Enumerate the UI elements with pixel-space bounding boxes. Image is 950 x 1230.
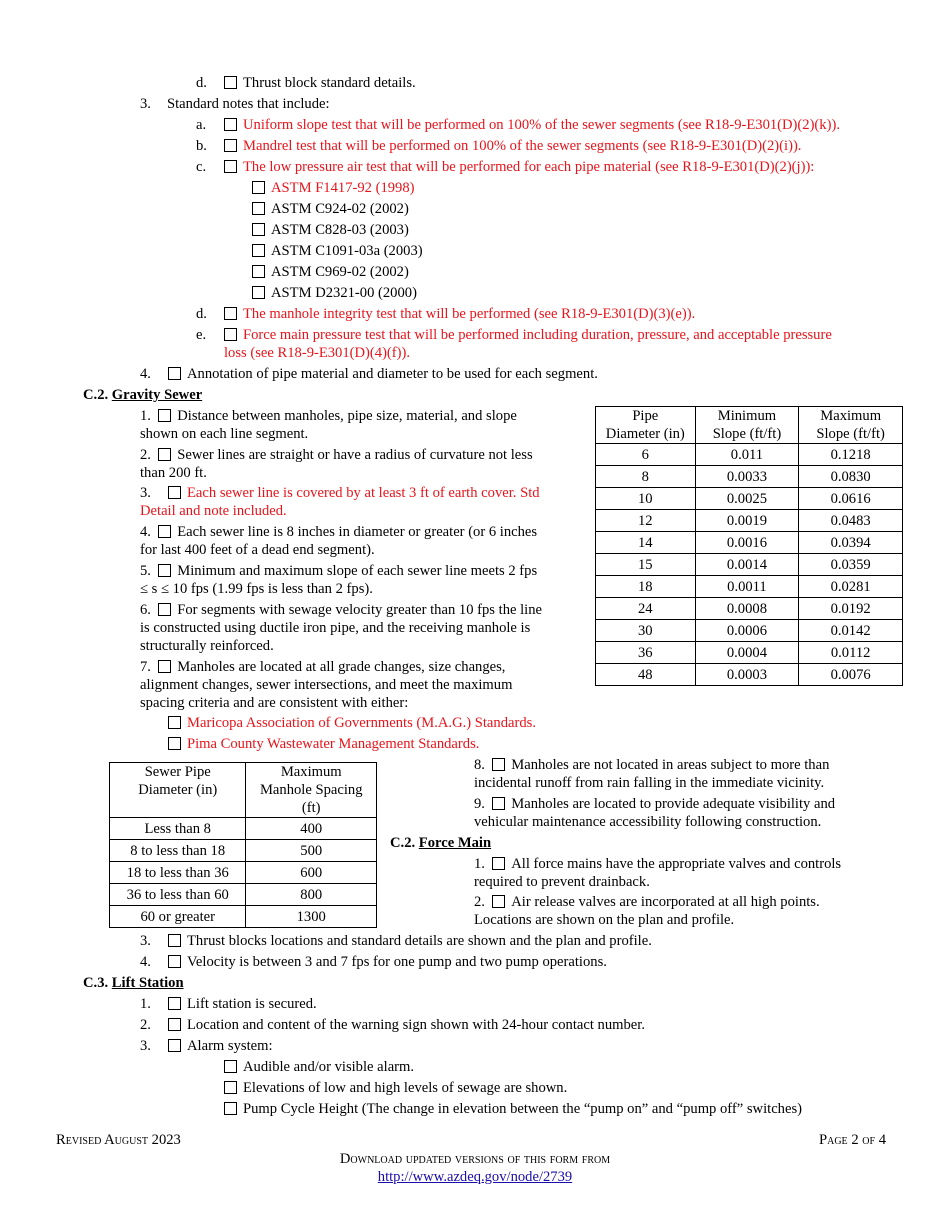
cell: 0.0281 <box>799 576 903 598</box>
force-item-2: 2. Air release valves are incorporated at all high points. <box>474 894 820 910</box>
table-row <box>110 840 377 862</box>
force-item-4-num: 4. <box>140 954 151 970</box>
astm-option: ASTM C969-02 (2002) <box>252 263 409 281</box>
gravity-item-2-cont: than 200 ft. <box>140 465 207 481</box>
table-header-row <box>110 763 377 818</box>
gravity-item-9-cont: vehicular maintenance accessibility following construction. <box>474 814 822 830</box>
table-row <box>596 488 903 510</box>
force-item-4: Velocity is between 3 and 7 fps for one pump and two pump operations. <box>168 953 607 971</box>
gravity-item-1-cont: shown on each line segment. <box>140 426 309 442</box>
cell: 10 <box>596 488 696 510</box>
item-a: Uniform slope test that will be performed on 100% of the sewer segments (see R18-9-E301(D)(2)(k)). <box>224 116 840 134</box>
standard-option-pima: Pima County Wastewater Management Standards. <box>168 735 479 753</box>
cell: 500 <box>246 840 377 862</box>
checkbox[interactable] <box>168 1018 181 1031</box>
cell: Less than 8 <box>110 818 246 840</box>
checkbox[interactable] <box>168 955 181 968</box>
alarm-option: Pump Cycle Height (The change in elevation between the “pump on” and “pump off” switches) <box>224 1100 802 1118</box>
gravity-item-4: 4. Each sewer line is 8 inches in diameter or greater (or 6 inches <box>140 524 538 540</box>
checkbox[interactable] <box>252 202 265 215</box>
cell: 60 or greater <box>110 906 246 928</box>
checkbox[interactable] <box>224 328 237 341</box>
item-a-num: a. <box>196 117 207 133</box>
checkbox[interactable] <box>158 409 171 422</box>
force-item-3-num: 3. <box>140 933 151 949</box>
checkbox[interactable] <box>168 934 181 947</box>
checkbox[interactable] <box>224 160 237 173</box>
item-d-thrust: d. <box>196 75 207 91</box>
alarm-option: Elevations of low and high levels of sewage are shown. <box>224 1079 567 1097</box>
gravity-item-3-num: 3. <box>140 485 151 501</box>
table-row <box>596 510 903 532</box>
gravity-item-7-cont2: spacing criteria and are consistent with either: <box>140 695 409 711</box>
cell: 14 <box>596 532 696 554</box>
force-main-heading: C.2. Force Main <box>390 835 492 851</box>
table-row <box>110 862 377 884</box>
slope-table <box>595 406 903 686</box>
gravity-item-5-cont: ≤ s ≤ 10 fps (1.99 fps is less than 2 fps). <box>140 581 373 597</box>
table-header-row <box>596 407 903 444</box>
checkbox[interactable] <box>492 857 505 870</box>
lift-item-2: Location and content of the warning sign shown with 24-hour contact number. <box>168 1016 645 1034</box>
cell: 0.0142 <box>799 620 903 642</box>
cell: 12 <box>596 510 696 532</box>
gravity-item-3-cont: Detail and note included. <box>140 503 287 519</box>
cell: 18 <box>596 576 696 598</box>
cell: 0.1218 <box>799 444 903 466</box>
table-row <box>596 642 903 664</box>
cell: 30 <box>596 620 696 642</box>
table-row <box>110 884 377 906</box>
table-row <box>110 818 377 840</box>
page-number: Page 2 of 4 <box>819 1132 886 1148</box>
cell: 48 <box>596 664 696 686</box>
lift-item-3-num: 3. <box>140 1038 151 1054</box>
gravity-item-6: 6. For segments with sewage velocity greater than 10 fps the line <box>140 602 542 618</box>
gravity-item-7-cont: alignment changes, sewer intersections, and meet the maximum <box>140 677 513 693</box>
cell: 0.0483 <box>799 510 903 532</box>
astm-option: ASTM D2321-00 (2000) <box>252 284 417 302</box>
cell: 24 <box>596 598 696 620</box>
cell: 0.0011 <box>695 576 799 598</box>
download-link[interactable]: http://www.azdeq.gov/node/2739 <box>377 1169 573 1185</box>
astm-option: ASTM C1091-03a (2003) <box>252 242 423 260</box>
lift-item-1-num: 1. <box>140 996 151 1012</box>
cell: 0.0830 <box>799 466 903 488</box>
cell: 0.0616 <box>799 488 903 510</box>
gravity-item-2: 2. Sewer lines are straight or have a radius of curvature not less <box>140 447 533 463</box>
cell: 0.0008 <box>695 598 799 620</box>
gravity-sewer-heading: C.2. Gravity Sewer <box>83 387 203 403</box>
manhole-spacing-table <box>109 762 377 928</box>
cell: 18 to less than 36 <box>110 862 246 884</box>
item-d-manhole: The manhole integrity test that will be performed (see R18-9-E301(D)(3)(e)). <box>224 305 695 323</box>
table-row <box>110 906 377 928</box>
cell: 0.011 <box>695 444 799 466</box>
cell: 0.0014 <box>695 554 799 576</box>
cell: 36 to less than 60 <box>110 884 246 906</box>
checkbox[interactable] <box>224 1102 237 1115</box>
cell: 0.0359 <box>799 554 903 576</box>
cell: 0.0112 <box>799 642 903 664</box>
cell: 8 <box>596 466 696 488</box>
gravity-item-6-cont: is constructed using ductile iron pipe, and the receiving manhole is <box>140 620 531 636</box>
checkbox[interactable] <box>224 1060 237 1073</box>
table-row <box>596 620 903 642</box>
cell: 0.0016 <box>695 532 799 554</box>
cell: 15 <box>596 554 696 576</box>
table-row <box>596 576 903 598</box>
table-row <box>596 554 903 576</box>
standard-option-mag: Maricopa Association of Governments (M.A.G.) Standards. <box>168 714 536 732</box>
cell: 600 <box>246 862 377 884</box>
astm-option: ASTM C924-02 (2002) <box>252 200 409 218</box>
item-e-cont: loss (see R18-9-E301(D)(4)(f)). <box>224 345 411 361</box>
checkbox[interactable] <box>158 564 171 577</box>
checkbox[interactable] <box>252 286 265 299</box>
checkbox[interactable] <box>252 223 265 236</box>
checkbox[interactable] <box>492 758 505 771</box>
standard-notes-num: 3. <box>140 96 151 112</box>
download-link-wrap <box>0 1168 950 1186</box>
checkbox[interactable] <box>492 797 505 810</box>
gravity-item-6-cont2: structurally reinforced. <box>140 638 274 654</box>
checkbox[interactable] <box>158 525 171 538</box>
cell: 8 to less than 18 <box>110 840 246 862</box>
revision-date: Revised August 2023 <box>56 1132 181 1148</box>
checkbox[interactable] <box>252 244 265 257</box>
lift-item-2-num: 2. <box>140 1017 151 1033</box>
checkbox[interactable] <box>252 265 265 278</box>
gravity-item-8-cont: incidental runoff from rain falling in the immediate vicinity. <box>474 775 825 791</box>
item-c-num: c. <box>196 159 207 175</box>
item-d-manhole-num: d. <box>196 306 207 322</box>
cell: 1300 <box>246 906 377 928</box>
table-row <box>596 466 903 488</box>
checkbox[interactable] <box>224 307 237 320</box>
checkbox[interactable] <box>224 118 237 131</box>
header-pipe-diameter: Pipe Diameter (in) <box>596 407 696 444</box>
cell: 0.0004 <box>695 642 799 664</box>
cell: 0.0019 <box>695 510 799 532</box>
table-row <box>596 444 903 466</box>
table-row <box>596 664 903 686</box>
cell: 0.0192 <box>799 598 903 620</box>
checkbox[interactable] <box>224 139 237 152</box>
alarm-option: Audible and/or visible alarm. <box>224 1058 414 1076</box>
force-item-3: Thrust blocks locations and standard details are shown and the plan and profile. <box>168 932 652 950</box>
checkbox[interactable] <box>168 1039 181 1052</box>
checkbox[interactable] <box>158 448 171 461</box>
cell: 400 <box>246 818 377 840</box>
cell: 0.0006 <box>695 620 799 642</box>
checkbox[interactable] <box>158 603 171 616</box>
cell: 0.0003 <box>695 664 799 686</box>
item-e: Force main pressure test that will be performed including duration, pressure, and acceptable pressure <box>224 326 894 344</box>
astm-option: ASTM F1417-92 (1998) <box>252 179 415 197</box>
table-row <box>596 598 903 620</box>
item-b-num: b. <box>196 138 207 154</box>
header-max-spacing: Maximum Manhole Spacing (ft) <box>246 763 377 818</box>
item-b: Mandrel test that will be performed on 100% of the sewer segments (see R18-9-E301(D)(2)(i)). <box>224 137 801 155</box>
checkbox[interactable] <box>168 367 181 380</box>
gravity-item-5: 5. Minimum and maximum slope of each sewer line meets 2 fps <box>140 563 538 579</box>
table-row <box>596 532 903 554</box>
item-4: Annotation of pipe material and diameter to be used for each segment. <box>168 365 598 383</box>
cell: 0.0025 <box>695 488 799 510</box>
gravity-item-4-cont: for last 400 feet of a dead end segment). <box>140 542 375 558</box>
item-4-num: 4. <box>140 366 151 382</box>
force-item-2-cont: Locations are shown on the plan and profile. <box>474 912 735 928</box>
cell: 36 <box>596 642 696 664</box>
astm-option: ASTM C828-03 (2003) <box>252 221 409 239</box>
download-note: Download updated versions of this form from <box>339 1151 611 1167</box>
gravity-item-7: 7. Manholes are located at all grade changes, size changes, <box>140 659 506 675</box>
checkbox[interactable] <box>224 76 237 89</box>
cell: 0.0394 <box>799 532 903 554</box>
header-sewer-pipe-diameter: Sewer Pipe Diameter (in) <box>110 763 246 818</box>
lift-item-1: Lift station is secured. <box>168 995 317 1013</box>
item-c: The low pressure air test that will be performed for each pipe material (see R18-9-E301(D)(2)(j)): <box>224 158 814 176</box>
header-min-slope: Minimum Slope (ft/ft) <box>695 407 799 444</box>
force-item-1: 1. All force mains have the appropriate valves and controls <box>474 856 842 872</box>
gravity-item-9: 9. Manholes are located to provide adequate visibility and <box>474 796 836 812</box>
checkbox[interactable] <box>158 660 171 673</box>
checkbox[interactable] <box>168 716 181 729</box>
checkbox[interactable] <box>168 737 181 750</box>
cell: 0.0033 <box>695 466 799 488</box>
cell: 0.0076 <box>799 664 903 686</box>
cell: 800 <box>246 884 377 906</box>
gravity-item-1: 1. Distance between manholes, pipe size, material, and slope <box>140 408 517 424</box>
lift-item-3: Alarm system: <box>168 1037 273 1055</box>
gravity-item-3: Each sewer line is covered by at least 3 ft of earth cover. Std <box>168 484 580 502</box>
checkbox[interactable] <box>492 895 505 908</box>
cell: 6 <box>596 444 696 466</box>
gravity-item-8: 8. Manholes are not located in areas subject to more than <box>474 757 830 773</box>
force-item-1-cont: required to prevent drainback. <box>474 874 650 890</box>
checkbox[interactable] <box>168 997 181 1010</box>
checkbox[interactable] <box>252 181 265 194</box>
lift-station-heading: C.3. Lift Station <box>83 975 184 991</box>
header-max-slope: Maximum Slope (ft/ft) <box>799 407 903 444</box>
item-e-num: e. <box>196 327 207 343</box>
checkbox[interactable] <box>168 486 181 499</box>
checkbox[interactable] <box>224 1081 237 1094</box>
item-d-thrust-row: Thrust block standard details. <box>224 74 416 92</box>
standard-notes-label: Standard notes that include: <box>167 96 330 112</box>
